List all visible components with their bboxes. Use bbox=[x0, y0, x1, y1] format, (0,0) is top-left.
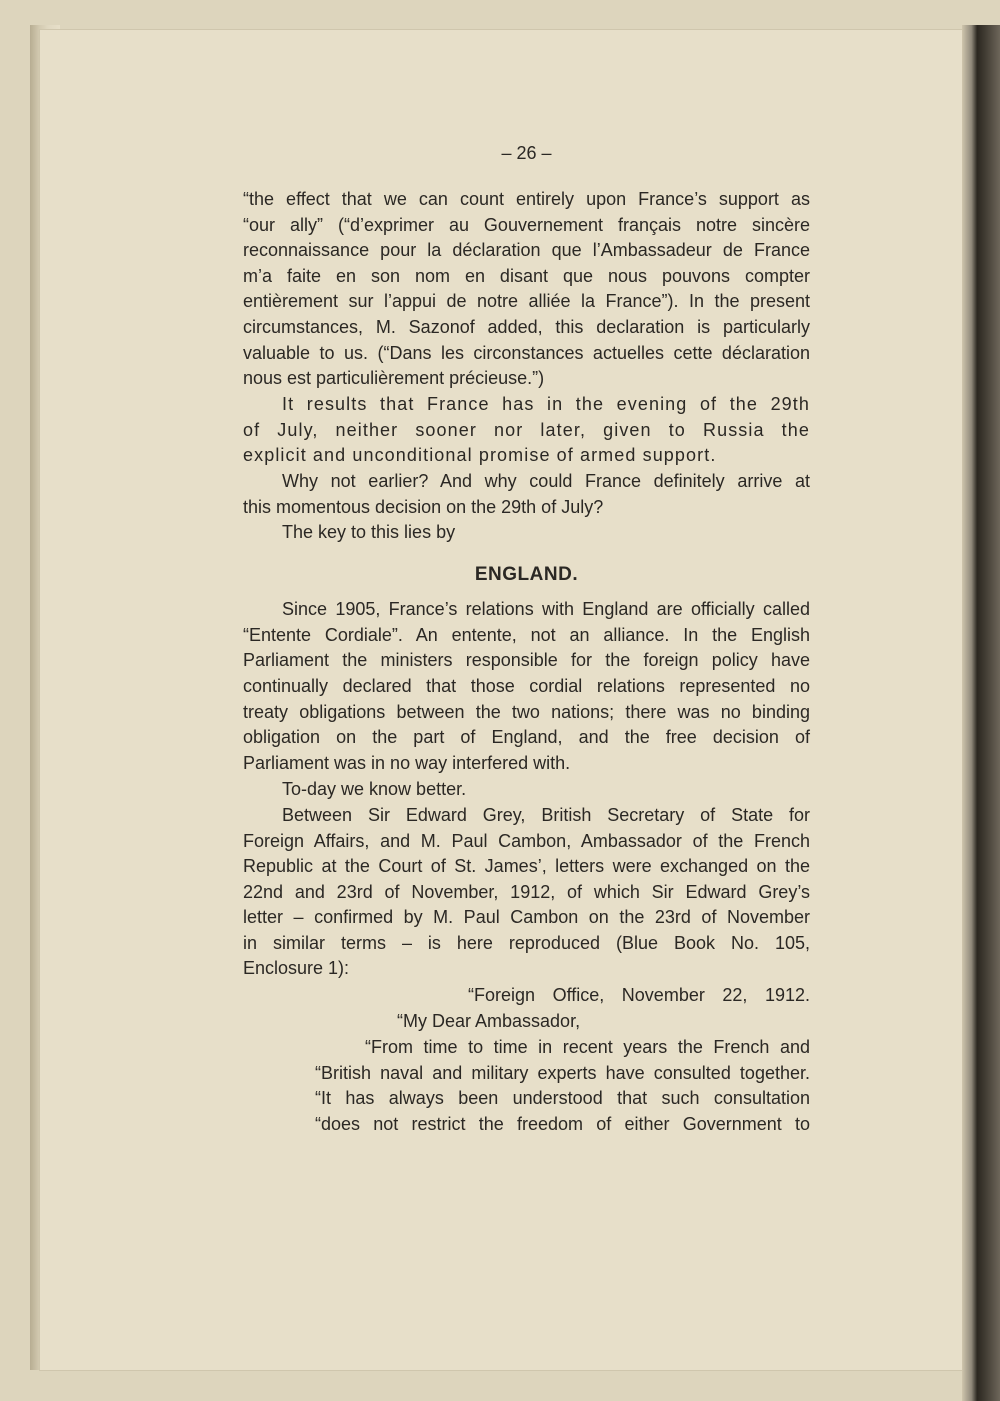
quote-line: “does not restrict the freedom of either Government to bbox=[315, 1114, 810, 1134]
quote-dateline: “Foreign Office, November 22, 1912. bbox=[468, 985, 810, 1005]
text-line: of July, neither sooner nor later, given to Russia the bbox=[243, 420, 810, 440]
text-line: Parliament the ministers responsible for the foreign policy have bbox=[243, 650, 810, 670]
quote-salutation: “My Dear Ambassador, bbox=[397, 1011, 581, 1031]
text-line: Between Sir Edward Grey, British Secretary of State for bbox=[282, 805, 810, 825]
text-line: this momentous decision on the 29th of July? bbox=[243, 497, 604, 517]
quote-line: “British naval and military experts have consulted together. bbox=[315, 1063, 810, 1083]
text-line: obligation on the part of England, and the free decision of bbox=[243, 727, 810, 747]
text-line: 22nd and 23rd of November, 1912, of which Sir Edward Grey’s bbox=[243, 882, 810, 902]
text-line: in similar terms – is here reproduced (Blue Book No. 105, bbox=[243, 933, 810, 953]
text-line: Republic at the Court of St. James’, letters were exchanged on the bbox=[243, 856, 810, 876]
text-line: nous est particulièrement précieuse.”) bbox=[243, 368, 545, 388]
text-line: circumstances, M. Sazonof added, this declaration is particularly bbox=[243, 317, 810, 337]
text-line: “Entente Cordiale”. An entente, not an alliance. In the English bbox=[243, 625, 810, 645]
text-line: letter – confirmed by M. Paul Cambon on the 23rd of November bbox=[243, 907, 810, 927]
quote-line: “It has always been understood that such consultation bbox=[315, 1088, 810, 1108]
text-line: entièrement sur l’appui de notre alliée la France”). In the present bbox=[243, 291, 810, 311]
text-line: To-day we know better. bbox=[282, 779, 467, 799]
facing-page-edge bbox=[962, 25, 1000, 1401]
text-line: “the effect that we can count entirely upon France’s support as bbox=[243, 189, 810, 209]
section-heading: ENGLAND. bbox=[474, 564, 579, 585]
text-line: explicit and unconditional promise of armed support. bbox=[243, 445, 717, 465]
quote-line: “From time to time in recent years the French and bbox=[365, 1037, 810, 1057]
text-line: Why not earlier? And why could France definitely arrive at bbox=[282, 471, 810, 491]
text-line: treaty obligations between the two nations; there was no binding bbox=[243, 702, 810, 722]
text-line: Foreign Affairs, and M. Paul Cambon, Ambassador of the French bbox=[243, 831, 810, 851]
text-line: Enclosure 1): bbox=[243, 958, 350, 978]
text-line: continually declared that those cordial relations represented no bbox=[243, 676, 810, 696]
text-line: reconnaissance pour la déclaration que l’Ambassadeur de France bbox=[243, 240, 810, 260]
text-line: The key to this lies by bbox=[282, 522, 456, 542]
text-line: It results that France has in the evening of the 29th bbox=[282, 394, 810, 414]
page-number: – 26 – bbox=[501, 143, 552, 163]
text-line: valuable to us. (“Dans les circonstances actuelles cette déclaration bbox=[243, 343, 810, 363]
text-line: m’a faite en son nom en disant que nous pouvons compter bbox=[243, 266, 810, 286]
text-line: “our ally” (“d’exprimer au Gouvernement français notre sincère bbox=[243, 215, 810, 235]
text-line: Parliament was in no way interfered with. bbox=[243, 753, 571, 773]
text-line: Since 1905, France’s relations with England are officially called bbox=[282, 599, 810, 619]
